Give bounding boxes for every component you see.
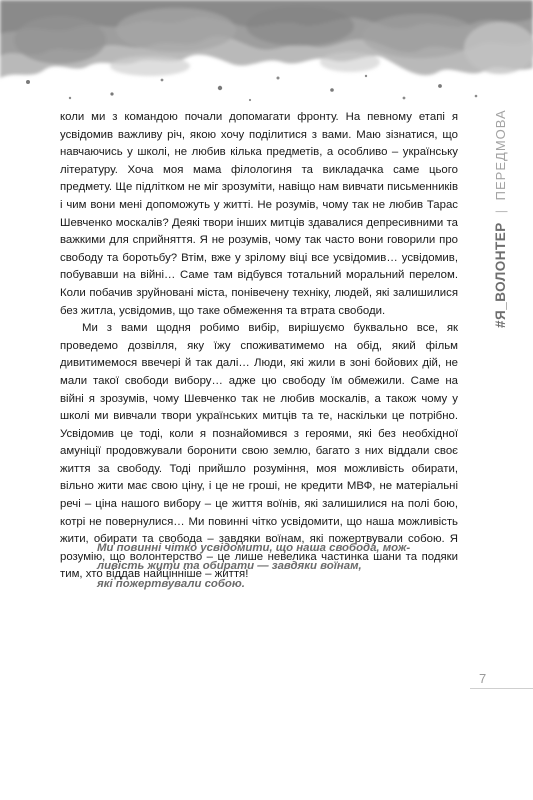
running-header: [470, 109, 508, 328]
pull-quote: [97, 539, 437, 593]
body-text: [60, 109, 458, 584]
body-paragraph-2: Ми з вами щодня робимо вибір, вирішуємо буквально все, як проведемо дозвілля, яку їжу споживатимемо на обід, який фільм дивитимемося ввечері й так далі… Люди, які жили в зоні бойових дій, не мали такої свободи вибору… адже цю свободу їм обмежили. Саме на війні я зрозумів, чому Шевченко так не любив москалів, а також чому у школі ми вивчали твори українських митців та те, наскільки це потрібно. Усвідомив це тоді, коли я познайомився з героями, які без необхідної амуніції продовжували боронити свою землю, багато з них віддали своє життя за свободу. Тоді прийшло розуміння, моя можливість обирати, вільно жити має свою ціну, і це не гроші, не кредити МВФ, не матеріальні речі – ціна нашого вибору – це життя воїнів, які залишилися на полі бою, котрі не повернулися… Ми повинні чітко усвідомити, що наша можливість жити, обирати та свобода – завдяки воїнам, які пожертвували собою. Я розумію, що волонтерство – це лише невелика частинка шани та подяки тим, хто віддав найцінніше – життя!: [60, 322, 458, 581]
page-number: 7: [479, 671, 487, 686]
section-title: ПЕРЕДМОВА: [492, 109, 508, 201]
body-paragraph-1: коли ми з командою почали допомагати фронту. На певному етапі я усвідомив важливу річ, якою хочу поділитися з вами. Маю зізнатися, що навчаючись у школі, не любив кілька предметів, а особливо – українську літературу. Хоча моя мама філологиня та викладачка саме цього предмету. Ще підлітком не міг зрозуміти, навіщо нам вивчати письменників і чим вони мені допоможуть у житті. Не розумів, чому так не любив Тарас Шевченко москалів? Деякі твори інших митців здавалися депресивними та важкими для сприйняття. Я не розумів, чому так часто вони говорили про свободу та боротьбу? Втім, вже у зрілому віці все усвідомив… усвідомив, побувавши на війні… Саме там відбувся тотальний моральний перелом. Коли побачив зруйновані міста, понівечену техніку, людей, які залишилися без житла, усвідомив, що таке обмеження та втрата свободи.: [60, 111, 458, 317]
pull-quote-line-2: ливість жити та обирати — завдяки воїнам,: [97, 560, 362, 572]
pull-quote-line-3: які пожертвували собою.: [97, 578, 245, 590]
header-watercolor-art: [0, 0, 533, 110]
book-tag: #Я_ВОЛОНТЕР: [492, 222, 508, 328]
page-number-rule: [470, 688, 533, 689]
separator: |: [492, 209, 508, 214]
pull-quote-line-1: Ми повинні чітко усвідомити, що наша свобода, мож-: [97, 542, 411, 554]
